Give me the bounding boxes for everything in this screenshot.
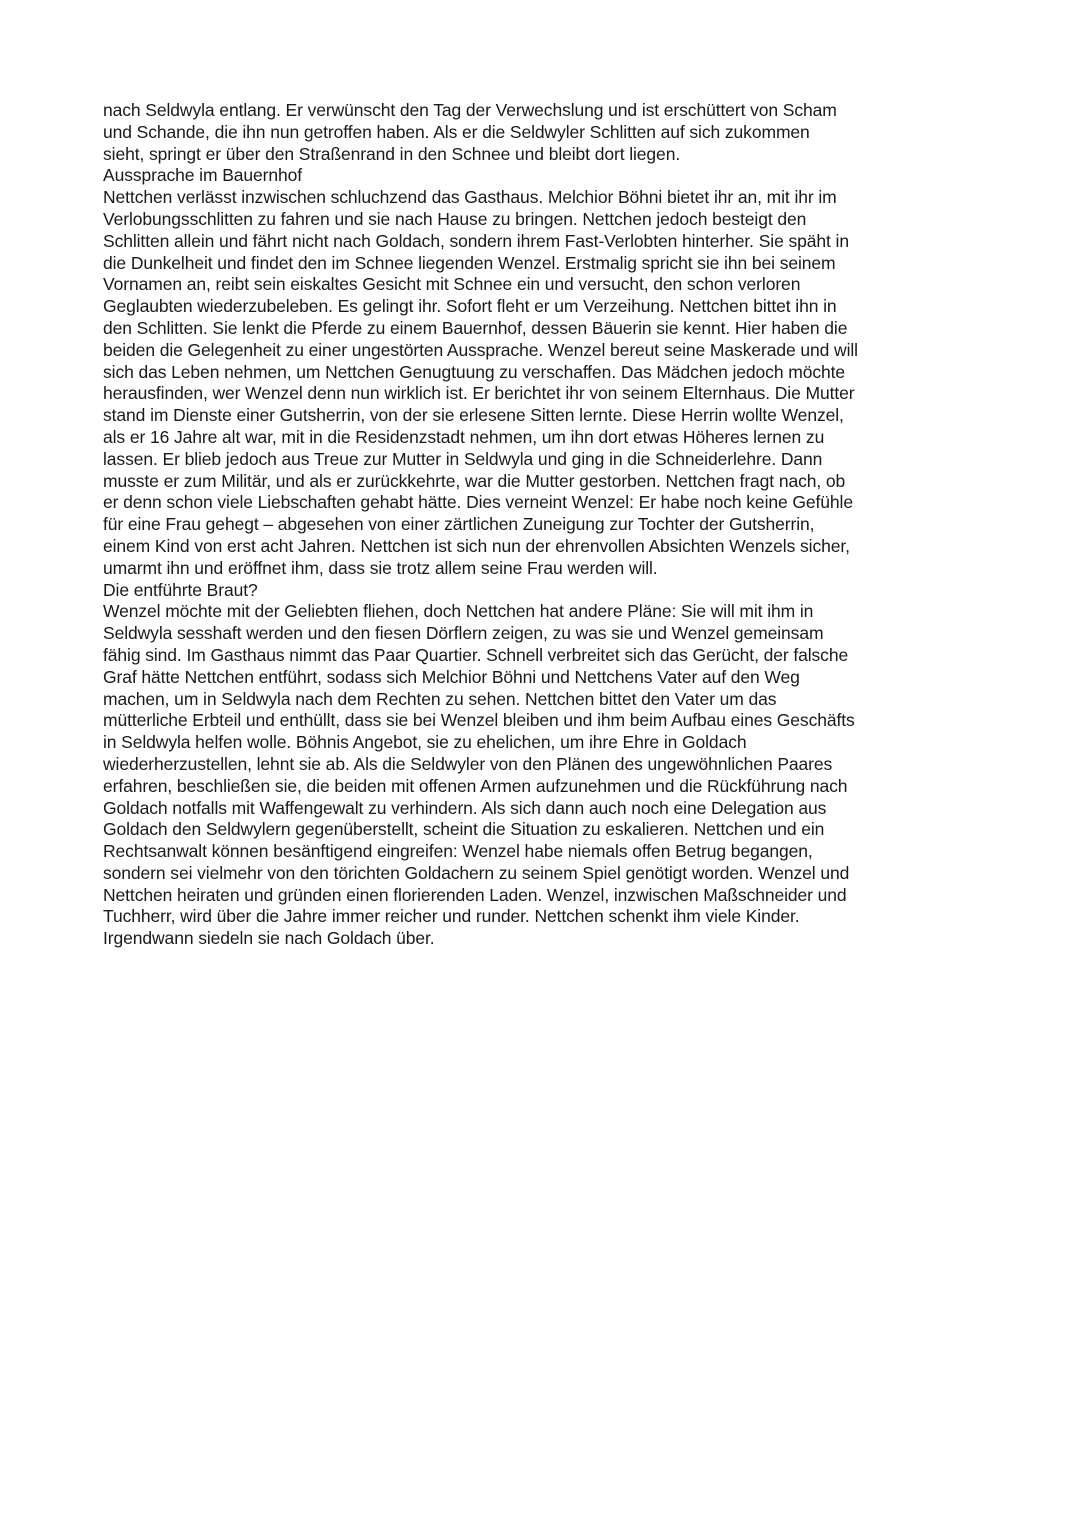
text-line: als er 16 Jahre alt war, mit in die Residenzstadt nehmen, um ihn dort etwas Höheres lernen zu <box>103 426 825 447</box>
text-line: Graf hätte Nettchen entführt, sodass sich Melchior Böhni und Nettchens Vater auf den Weg <box>103 666 800 687</box>
text-line: Irgendwann siedeln sie nach Goldach über. <box>103 928 435 949</box>
text-line: sieht, springt er über den Straßenrand in den Schnee und bleibt dort liegen. <box>103 143 681 164</box>
text-line: Tuchherr, wird über die Jahre immer reicher und runder. Nettchen schenkt ihm viele Kinder. <box>103 906 800 927</box>
text-line: stand im Dienste einer Gutsherrin, von der sie erlesene Sitten lernte. Diese Herrin wollte Wenzel, <box>103 405 844 426</box>
text-line: er denn schon viele Liebschaften gehabt hätte. Dies verneint Wenzel: Er habe noch keine Gefühle <box>103 492 853 513</box>
paragraph-aussprache-im-bauernhof <box>103 187 983 579</box>
text-line: Vornamen an, reibt sein eiskaltes Gesicht mit Schnee ein und versucht, den schon verloren <box>103 274 801 295</box>
text-line: sondern sei vielmehr von den törichten Goldachern zu seinem Spiel genötigt worden. Wenzel und <box>103 862 850 883</box>
text-line: mütterliche Erbteil und enthüllt, dass sie bei Wenzel bleiben und ihm beim Aufbau eines Geschäfts <box>103 710 855 731</box>
section-heading: Die entführte Braut? <box>103 579 258 600</box>
text-line: beiden die Gelegenheit zu einer ungestörten Aussprache. Wenzel bereut seine Maskerade und will <box>103 339 858 360</box>
text-line: Goldach den Seldwylern gegenüberstellt, scheint die Situation zu eskalieren. Nettchen und ein <box>103 819 825 840</box>
text-line: für eine Frau gehegt – abgesehen von einer zärtlichen Zuneigung zur Tochter der Gutsherrin, <box>103 514 815 535</box>
text-line: die Dunkelheit und findet den im Schnee liegenden Wenzel. Erstmalig spricht sie ihn bei seinem <box>103 252 836 273</box>
text-line: Verlobungsschlitten zu fahren und sie nach Hause zu bringen. Nettchen jedoch besteigt den <box>103 208 807 229</box>
text-line: erfahren, beschließen sie, die beiden mit offenen Armen aufzunehmen und die Rückführung nach <box>103 775 848 796</box>
text-line: machen, um in Seldwyla nach dem Rechten zu sehen. Nettchen bittet den Vater um das <box>103 688 777 709</box>
paragraph-sturz-in-den-schnee <box>103 100 983 165</box>
paragraph-die-entfuehrte-braut <box>103 601 983 950</box>
text-line: Seldwyla sesshaft werden und den fiesen Dörflern zeigen, zu was sie und Wenzel gemeinsam <box>103 623 824 644</box>
text-line: einem Kind von erst acht Jahren. Nettchen ist sich nun der ehrenvollen Absichten Wenzels sicher, <box>103 535 850 556</box>
text-line: fähig sind. Im Gasthaus nimmt das Paar Quartier. Schnell verbreitet sich das Gerücht, der falsche <box>103 644 849 665</box>
text-line: sich das Leben nehmen, um Nettchen Genugtuung zu verschaffen. Das Mädchen jedoch möchte <box>103 361 845 382</box>
text-line: herausfinden, wer Wenzel denn nun wirklich ist. Er berichtet ihr von seinem Elternhaus. Die Mutter <box>103 383 855 404</box>
text-line: umarmt ihn und eröffnet ihm, dass sie trotz allem seine Frau werden will. <box>103 557 658 578</box>
heading-aussprache-im-bauernhof <box>103 165 983 187</box>
text-line: den Schlitten. Sie lenkt die Pferde zu einem Bauernhof, dessen Bäuerin sie kennt. Hier haben die <box>103 317 848 338</box>
text-line: musste er zum Militär, und als er zurückkehrte, war die Mutter gestorben. Nettchen fragt nach, ob <box>103 470 846 491</box>
heading-die-entfuehrte-braut <box>103 580 983 602</box>
text-line: Rechtsanwalt können besänftigend eingreifen: Wenzel habe niemals offen Betrug begangen, <box>103 841 813 862</box>
text-line: Schlitten allein und fährt nicht nach Goldach, sondern ihrem Fast-Verlobten hinterher. Sie späht in <box>103 230 849 251</box>
text-line: Wenzel möchte mit der Geliebten fliehen, doch Nettchen hat andere Pläne: Sie will mit ihm in <box>103 601 814 622</box>
text-line: und Schande, die ihn nun getroffen haben. Als er die Seldwyler Schlitten auf sich zukommen <box>103 121 810 142</box>
document-text <box>103 100 983 950</box>
text-line: wiederherzustellen, lehnt sie ab. Als die Seldwyler von den Plänen des ungewöhnlichen Paares <box>103 753 833 774</box>
text-line: Geglaubten wiederzubeleben. Es gelingt ihr. Sofort fleht er um Verzeihung. Nettchen bittet ihn in <box>103 296 837 317</box>
section-heading: Aussprache im Bauernhof <box>103 165 303 186</box>
text-line: Goldach notfalls mit Waffengewalt zu verhindern. Als sich dann auch noch eine Delegation aus <box>103 797 827 818</box>
text-line: Nettchen verlässt inzwischen schluchzend das Gasthaus. Melchior Böhni bietet ihr an, mit ihr im <box>103 187 837 208</box>
text-line: in Seldwyla helfen wolle. Böhnis Angebot, sie zu ehelichen, um ihre Ehre in Goldach <box>103 732 747 753</box>
text-line: Nettchen heiraten und gründen einen florierenden Laden. Wenzel, inzwischen Maßschneider und <box>103 884 847 905</box>
text-line: lassen. Er blieb jedoch aus Treue zur Mutter in Seldwyla und ging in die Schneiderlehre. Dann <box>103 448 823 469</box>
text-line: nach Seldwyla entlang. Er verwünscht den Tag der Verwechslung und ist erschüttert von Scham <box>103 100 837 120</box>
